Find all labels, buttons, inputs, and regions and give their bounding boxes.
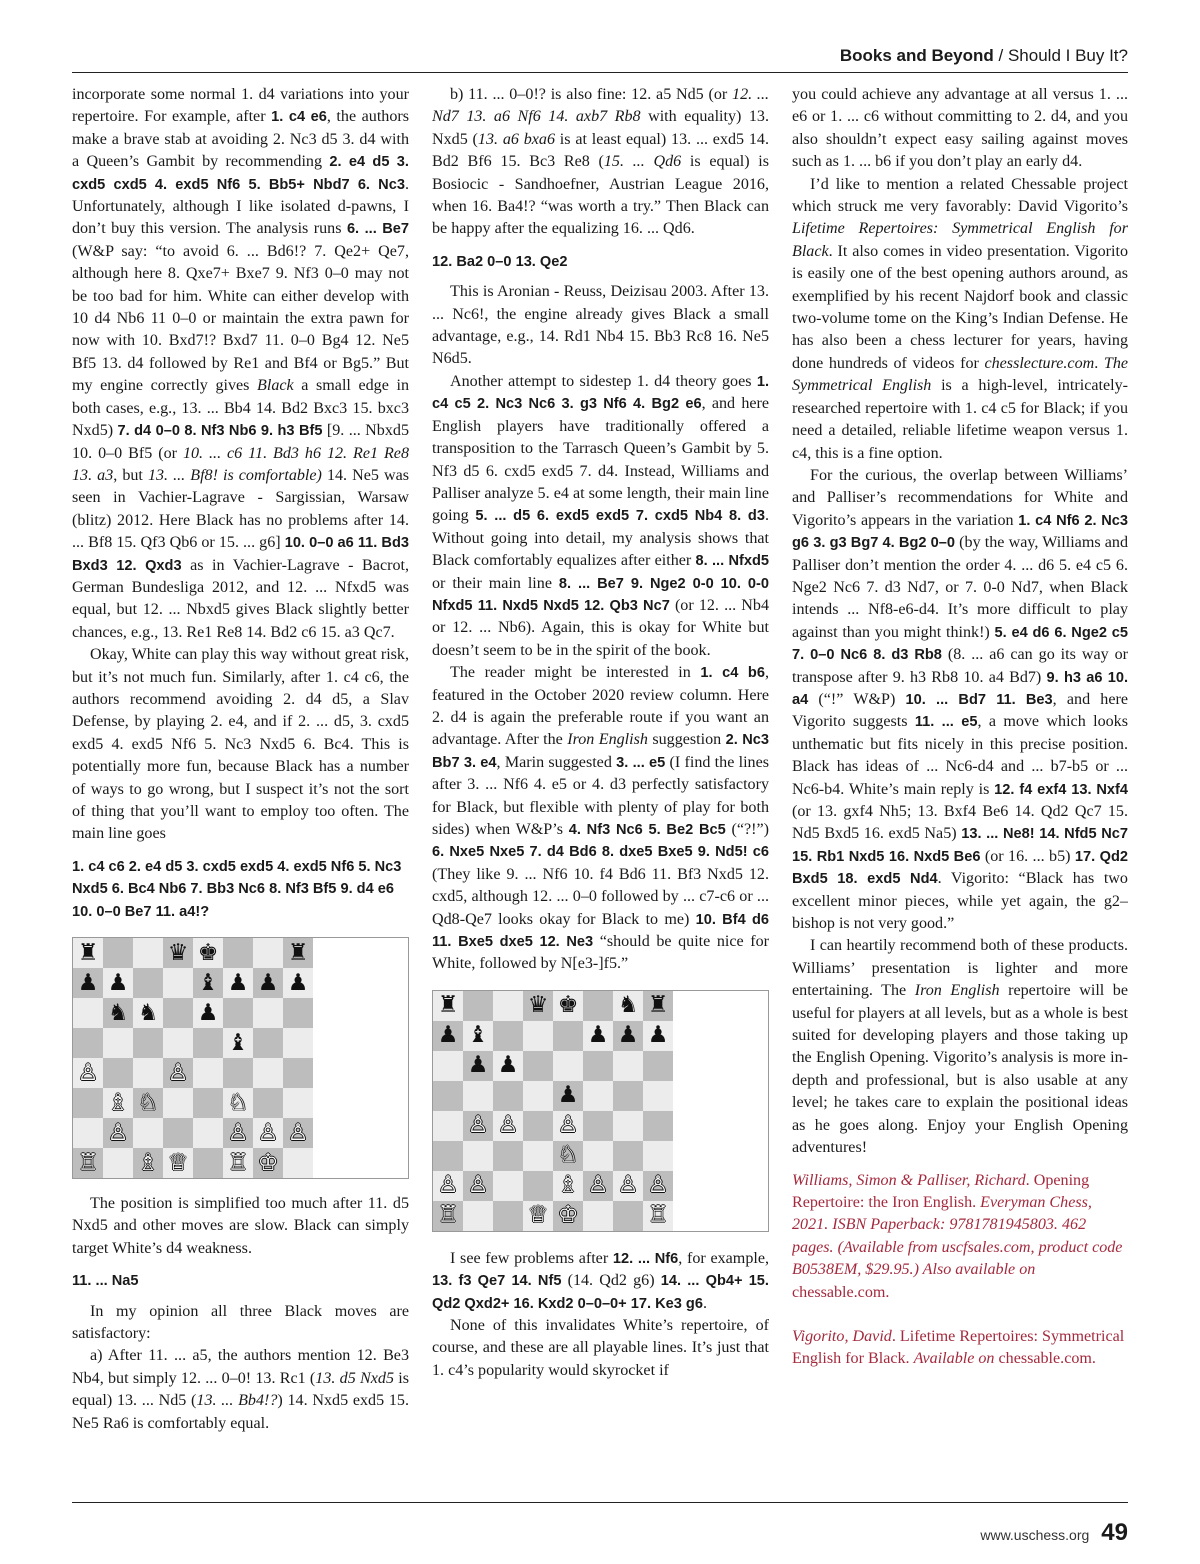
text-run: I’d like to mention a related Chessable project which struck me very favorably: David Vigorito’s [792, 175, 1128, 216]
black-king-icon: ♚ [193, 938, 223, 968]
board-square [583, 1111, 613, 1141]
board-square [613, 1051, 643, 1081]
black-rook-icon: ♜ [433, 991, 463, 1021]
text-run: you could achieve any advantage at all versus 1. ... e6 or 1. ... c6 without committing to 2. d4, and you also shouldn’t expect easy sailing against moves such as 1. ... b6 if you don’t play an early d4. [792, 86, 1128, 171]
board-square [283, 1058, 313, 1088]
board-square [253, 938, 283, 968]
board-square [613, 1081, 643, 1111]
header-separator: / [993, 46, 1008, 65]
text-run: Okay, White can play this way without great risk, but it’s not much fun. Similarly, after 1. c4 c6, the authors recommend avoiding 2. d4 d5, a Slav Defense, by playing 2. e4, and if 2. ... d5, 3. cxd5 exd5 4. exd5 Nf6 5. Nc3 Nxd5 6. Bc4. This is potentially more fun, because Black has a number of ways to go wrong, but I suspect it’s not the sort of thing that you’ll want to employ too often. The main line goes [72, 646, 409, 843]
italic-text: 13. a6 bxa6 [477, 130, 556, 148]
text-run: chessable.com. [792, 1283, 890, 1301]
paragraph [432, 1248, 769, 1315]
text-run: 14. Ne5 was seen in Vachier-Lagrave - Sargissian, Warsaw (blitz) 2012. Here Black has no problems after 14. ... Bf8 15. Qf3 Qb6 or 15. ... g6] [72, 466, 409, 552]
move-notation: 10. ... Bd7 11. Be3 [905, 691, 1053, 708]
board-square [193, 1118, 223, 1148]
move-notation: 17. Qd2 Bxd5 18. exd5 Nd4 [792, 848, 1128, 888]
paragraph [432, 662, 769, 976]
text-run: In my opinion all three Black moves are satisfactory: [72, 1302, 409, 1343]
board-square [163, 998, 193, 1028]
black-pawn-icon: ♟ [463, 1051, 493, 1081]
italic-text: 12. ... Nd7 13. a6 Nf6 14. axb7 Rb8 [432, 86, 769, 126]
text-run: (8. ... a6 can go its way or transpose after 9. h3 Rb8 10. a4 Bd7) [792, 646, 1128, 686]
move-notation: 2. Nc3 Bb7 3. e4 [432, 732, 769, 771]
board-square [643, 1141, 673, 1171]
move-notation: 10. 0–0 a6 11. Bd3 Bxd3 12. Qxd3 [72, 535, 409, 574]
white-pawn-icon: ♙ [73, 1058, 103, 1088]
italic-text: Lifetime Repertoires: Symmetrical English for Black [792, 220, 1128, 260]
text-run: (“!” W&P) [808, 690, 906, 708]
text-run: . [1094, 354, 1104, 372]
black-pawn-icon: ♟ [583, 1021, 613, 1051]
footer-rule [72, 1502, 1128, 1503]
board-square [103, 1028, 133, 1058]
italic-text: Everyman Chess, 2021. ISBN Paperback: 9781781945803. 462 pages. (Available from uscfsales.com, product code B0538EM, $29.95.) Also available on [792, 1193, 1123, 1279]
text-run: chessable.com. [994, 1350, 1096, 1368]
board-square [163, 1118, 193, 1148]
text-run: The reader might be interested in [450, 664, 701, 682]
board-square [583, 1141, 613, 1171]
board-square [523, 1021, 553, 1051]
italic-text: Black [257, 377, 294, 395]
board-square [103, 1148, 133, 1178]
move-notation: 7. d4 0–0 8. Nf3 Nb6 9. h3 Bf5 [117, 423, 323, 440]
move-notation: 6. ... Be7 [346, 221, 409, 238]
board-square [73, 1118, 103, 1148]
board-square [283, 1028, 313, 1058]
board-square [643, 1051, 673, 1081]
text-run: . Vigorito: “Black has two excellent minor pieces, while yet again, the g2–bishop is not very good.” [792, 870, 1128, 933]
board-square [523, 1171, 553, 1201]
white-knight-icon: ♘ [223, 1088, 253, 1118]
white-rook-icon: ♖ [73, 1148, 103, 1178]
text-run: is at least equal) 13. ... exd5 14. Bd2 Bf6 15. Bc3 Re8 ( [432, 130, 769, 171]
text-run: [9. ... Nbxd5 10. 0–0 Bf5 (or [72, 422, 409, 462]
white-pawn-icon: ♙ [493, 1111, 523, 1141]
black-queen-icon: ♛ [523, 991, 553, 1021]
board-square [73, 998, 103, 1028]
move-notation: 8. ... Be7 9. Nge2 0-0 10. 0-0 Nfxd5 11. Nxd5 Nxd5 12. Qb3 Nc7 [432, 575, 769, 614]
text-run: (14. Qd2 g6) [561, 1272, 661, 1290]
paragraph [432, 84, 769, 241]
paragraph [792, 84, 1128, 174]
white-pawn-icon: ♙ [433, 1171, 463, 1201]
white-pawn-icon: ♙ [583, 1171, 613, 1201]
move-notation: 8. ... Nfxd5 [695, 553, 769, 570]
italic-text: Available on [913, 1350, 995, 1368]
text-run: (They like 9. ... Nf6 10. f4 Bd6 11. Bf3 Nxd5 12. cxd5, although 12. ... 0–0 followed by ... c7-c6 or ... Qd8-Qe7 looks okay for Black to me) [432, 865, 769, 928]
move-notation: 4. Nf3 Nc6 5. Be2 Bc5 [568, 822, 726, 838]
italic-text: 13. ... Bb4!? [196, 1392, 278, 1410]
move-notation: 1. c4 Nf6 2. Nc3 g6 3. g3 Bg7 4. Bg2 0–0 [792, 512, 1128, 552]
board-square [223, 938, 253, 968]
white-pawn-icon: ♙ [103, 1118, 133, 1148]
board-square [523, 1081, 553, 1111]
move-notation: 2. e4 d5 3. cxd5 cxd5 4. exd5 Nf6 5. Bb5+ Nbd7 6. Nc3 [72, 154, 409, 193]
text-run: I can heartily recommend both of these products. Williams’ presentation is lighter and more entertaining. The [792, 937, 1128, 1000]
text-run: . It also comes in video presentation. Vigorito is easily one of the best opening authors around, as exemplified by his recent Najdorf book and classic two-volume tome on the King’s Indian Defense. He has also been a chess lecturer for years, having done hundreds of videos for [792, 242, 1128, 372]
white-pawn-icon: ♙ [463, 1171, 493, 1201]
paragraph [432, 371, 769, 662]
board-square [523, 1051, 553, 1081]
black-pawn-icon: ♟ [643, 1021, 673, 1051]
paragraph [72, 84, 409, 644]
text-run: (I find the lines after 3. ... Nf6 4. e5 or 4. d3 perfectly satisfactory for Black, but flexible with plenty of play for both sides) when W&P’s [432, 753, 769, 838]
white-knight-icon: ♘ [133, 1088, 163, 1118]
move-notation: 5. e4 d6 6. Nge2 c5 7. 0–0 Nc6 8. d3 Rb8 [792, 624, 1128, 664]
text-run: or their main line [432, 574, 559, 592]
text-run: None of this invalidates White’s repertoire, of course, and these are all playable lines. It’s just that 1. c4’s popularity would skyrocket if [432, 1317, 769, 1379]
board-square [433, 1051, 463, 1081]
board-square [613, 1141, 643, 1171]
board-square [283, 1148, 313, 1178]
white-queen-icon: ♕ [163, 1148, 193, 1178]
text-run: (or 12. ... Nb4 or 12. ... Nb6). Again, this is okay for White but doesn’t seem to be in the spirit of the book. [432, 596, 769, 659]
board-square [283, 998, 313, 1028]
move-notation: 12. f4 exf4 13. Nxf4 [994, 781, 1128, 798]
white-pawn-icon: ♙ [643, 1171, 673, 1201]
black-knight-icon: ♞ [613, 991, 643, 1021]
footer-site: www.uschess.org [980, 1527, 1090, 1543]
move-notation: 13. ... Ne8! 14. Nfd5 Nc7 15. Rb1 Nxd5 16. Nxd5 Be6 [792, 826, 1128, 865]
black-pawn-icon: ♟ [253, 968, 283, 998]
board-square [553, 1021, 583, 1051]
text-run: a) After 11. ... a5, the authors mention 12. Be3 Nb4, but simply 12. ... 0–0! 13. Rc1 ( [72, 1347, 409, 1387]
black-pawn-icon: ♟ [433, 1021, 463, 1051]
paragraph [72, 644, 409, 846]
board-square [133, 1058, 163, 1088]
board-square [463, 1081, 493, 1111]
white-knight-icon: ♘ [553, 1141, 583, 1171]
board-square [133, 968, 163, 998]
board-square [493, 1021, 523, 1051]
board-square [493, 1141, 523, 1171]
text-run: , for example, [678, 1249, 769, 1267]
black-rook-icon: ♜ [283, 938, 313, 968]
board-square [583, 1051, 613, 1081]
book-reference [792, 1326, 1128, 1371]
board-square [463, 1141, 493, 1171]
board-square [463, 991, 493, 1021]
black-pawn-icon: ♟ [73, 968, 103, 998]
chess-diagram [72, 937, 409, 1179]
italic-text: Williams, Simon & Palliser, Richard [792, 1171, 1026, 1189]
italic-text: Iron English [567, 731, 648, 749]
text-run: suggestion [647, 731, 726, 749]
text-run: , and here English players have traditionally offered a transposition to the Tarrasch Queen’s Gambit by 5. Nf3 d5 6. cxd5 exd5 7. d4. Instead, Williams and Palliser analyze 5. e4 at some length, their main line going [432, 395, 769, 525]
text-run: . Without going into detail, my analysis shows that Black comfortably equalizes after either [432, 507, 769, 570]
board-square [253, 998, 283, 1028]
black-queen-icon: ♛ [163, 938, 193, 968]
board-square [493, 1081, 523, 1111]
board-square [223, 1058, 253, 1088]
header-section: Books and Beyond [839, 46, 994, 65]
black-pawn-icon: ♟ [193, 998, 223, 1028]
board-square [223, 998, 253, 1028]
board-square [73, 1028, 103, 1058]
black-king-icon: ♚ [553, 991, 583, 1021]
white-pawn-icon: ♙ [553, 1111, 583, 1141]
board-square [463, 1201, 493, 1231]
text-run: (W&P say: “to avoid 6. ... Bd6!? 7. Qe2+ Qe7, although here 8. Qxe7+ Bxe7 9. Nf3 0–0 may not be too bad for him. White can either develop with 10 d4 Nb6 11 0–0 or maintain the extra pawn for now with 10. Bxd7!? Bxd7 11. 0–0 Bg4 12. Ne5 Bf5 13. d4 followed by Re1 and Bf4 or Bg5.” But my engine correctly gives [72, 242, 409, 395]
black-bishop-icon: ♝ [463, 1021, 493, 1051]
running-header [840, 46, 1128, 66]
text-run: (or 16. ... b5) [980, 847, 1075, 865]
board-square [583, 1201, 613, 1231]
black-pawn-icon: ♟ [613, 1021, 643, 1051]
white-rook-icon: ♖ [643, 1201, 673, 1231]
move-notation: 14. ... Qb4+ 15. Qd2 Qxd2+ 16. Kxd2 0–0–0+ 17. Ke3 g6 [432, 1273, 769, 1312]
board-square [433, 1081, 463, 1111]
text-run: ) 14. Nxd5 exd5 15. Ne5 Ra6 is comfortably equal. [72, 1392, 409, 1432]
page-number: 49 [1101, 1519, 1128, 1546]
text-run: , but [113, 466, 148, 484]
italic-text: 13. d5 Nxd5 [315, 1369, 394, 1387]
board-square [193, 1088, 223, 1118]
italic-text: The Symmetrical English [792, 354, 1128, 395]
text-run: “should be quite nice for White, followed by N[e3-]f5.” [432, 933, 769, 973]
white-pawn-icon: ♙ [163, 1058, 193, 1088]
text-run: This is Aronian - Reuss, Deizisau 2003. After 13. ... Nc6!, the engine already gives Black a small advantage, e.g., 14. Rd1 Nb4 15. Bb3 Rc8 16. Ne5 N6d5. [432, 283, 769, 368]
board-square [523, 1141, 553, 1171]
paragraph [792, 465, 1128, 936]
text-run: . Unfortunately, although I like isolated d-pawns, I don’t buy this version. The analysis runs [72, 175, 409, 238]
black-bishop-icon: ♝ [223, 1028, 253, 1058]
board-square [193, 1058, 223, 1088]
italic-text: Vigorito, David [792, 1327, 892, 1345]
board-square [193, 1028, 223, 1058]
text-run: is a high-level, intricately-researched repertoire with 1. c4 c5 for Black; if you need a detailed, reliable lifetime weapon versus 1. c4, this is a fine option. [792, 377, 1128, 462]
board-square [133, 1028, 163, 1058]
black-pawn-icon: ♟ [493, 1051, 523, 1081]
black-knight-icon: ♞ [133, 998, 163, 1028]
black-pawn-icon: ♟ [283, 968, 313, 998]
header-rule [72, 72, 1128, 73]
text-run: incorporate some normal 1. d4 variations into your repertoire. For example, after [72, 86, 409, 126]
text-run: a small edge in both cases, e.g., 13. ... Bb4 14. Bd2 Bxc3 15. bxc3 Nxd5) [72, 377, 409, 440]
text-run: repertoire will be useful for players at all levels, but as a whole is best suited for developing players and those taking up the English Opening. Vigorito’s analysis is more in-depth and professional, but is also usable at any level; he takes care to explain the positional ideas as he goes along. Enjoy your English Opening adventures! [792, 982, 1128, 1157]
white-bishop-icon: ♗ [553, 1171, 583, 1201]
text-run: . Lifetime Repertoires: Symmetrical English for Black. [792, 1327, 1125, 1368]
paragraph [432, 1315, 769, 1382]
text-run: , the authors make a brave stab at avoiding 2. Nc3 d5 3. d4 with a Queen’s Gambit by recommending [72, 108, 409, 171]
move-notation: 13. f3 Qe7 14. Nf5 [432, 1273, 562, 1290]
board-square [643, 1081, 673, 1111]
black-pawn-icon: ♟ [553, 1081, 583, 1111]
italic-text: 13. ... Bf8! is comfortable) [147, 466, 322, 484]
move-line: 1. c4 c6 2. e4 d5 3. cxd5 exd5 4. exd5 Nf6 5. Nc3 Nxd5 6. Bc4 Nb6 7. Bb3 Nc6 8. Nf3 Bf5 9. d4 e6 10. 0–0 Be7 11. a4!? [72, 858, 402, 920]
white-pawn-icon: ♙ [463, 1111, 493, 1141]
black-bishop-icon: ♝ [193, 968, 223, 998]
board-square [643, 1111, 673, 1141]
italic-text: Iron English [914, 982, 1000, 1000]
board-square [133, 1118, 163, 1148]
paragraph [72, 1193, 409, 1260]
move-notation: 6. Nxe5 Nxe5 7. d4 Bd6 8. dxe5 Bxe5 9. Nd5! c6 [432, 844, 769, 861]
text-run: (or 13. gxf4 Nh5; 13. Bxf4 Be6 14. Qd2 Qc7 15. Nd5 Bxd5 16. exd5 Na5) [792, 803, 1128, 843]
board-square [613, 1111, 643, 1141]
move-notation: 1. c4 e6 [271, 109, 327, 126]
white-rook-icon: ♖ [223, 1148, 253, 1178]
white-king-icon: ♔ [253, 1148, 283, 1178]
paragraph [792, 935, 1128, 1159]
text-run: I see few problems after [450, 1249, 613, 1267]
white-bishop-icon: ♗ [103, 1088, 133, 1118]
move-notation: 9. h3 a6 10. a4 [792, 669, 1128, 708]
paragraph [432, 281, 769, 371]
text-run: as in Vachier-Lagrave - Bacrot, German Bundesliga 2012, and 12. ... Nfxd5 was equal, but 12. ... Nbxd5 gives Black slightly better chances, e.g., 13. Re1 Re8 14. Bd2 c6 15. a3 Qc7. [72, 556, 409, 641]
board-square [583, 991, 613, 1021]
text-run: , a move which looks unthematic but fits nicely in this precise position. Black has ideas of ... Nc6-d4 and ... b7-b5 or ... Nc6-b4. White’s main reply is [792, 713, 1128, 798]
white-king-icon: ♔ [553, 1201, 583, 1231]
board-square [103, 938, 133, 968]
move-line: 11. ... Na5 [72, 1273, 139, 1290]
board-square [163, 1028, 193, 1058]
black-pawn-icon: ♟ [223, 968, 253, 998]
white-bishop-icon: ♗ [133, 1148, 163, 1178]
text-run: , and here Vigorito suggests [792, 690, 1128, 731]
board-square [583, 1081, 613, 1111]
text-run: . [702, 1294, 707, 1312]
paragraph [72, 1345, 409, 1435]
text-run: b) 11. ... 0–0!? is also fine: 12. a5 Nd5 (or [450, 86, 733, 103]
board-square [283, 1088, 313, 1118]
white-queen-icon: ♕ [523, 1201, 553, 1231]
move-notation: 12. ... Nf6 [612, 1250, 679, 1267]
text-run: (by the way, Williams and Palliser don’t mention the order 4. ... d6 5. e4 c5 6. Nge2 Nc6 7. d3 Nd7, or 7. 0-0 Nd7, when Black intends ... Nf8-e6-d4. It’s more difficult to play against than you might think!) [792, 534, 1128, 641]
board-square [433, 1141, 463, 1171]
board-square [73, 1088, 103, 1118]
text-run: , Marin suggested [496, 753, 617, 771]
column-2 [432, 84, 769, 1494]
text-run: . Opening Repertoire: the Iron English. [792, 1171, 1090, 1211]
board-square [103, 1058, 133, 1088]
board-square [133, 938, 163, 968]
text-run: with equality) 13. Nxd5 ( [432, 108, 769, 148]
text-run: is equal) 13. ... Nd5 ( [72, 1369, 409, 1410]
paragraph [72, 1301, 409, 1346]
black-pawn-icon: ♟ [103, 968, 133, 998]
board-square [493, 1171, 523, 1201]
move-notation: 1. c4 c5 2. Nc3 Nc6 3. g3 Nf6 4. Bg2 e6 [432, 373, 769, 413]
board-square [493, 1201, 523, 1231]
text-run: is equal) is Bosiocic - Sandhoefner, Austrian League 2016, when 16. Ba4!? “was worth a try.” Then Black can be happy after the equalizing 16. ... Qd6. [432, 153, 769, 238]
move-notation: 5. ... d5 6. exd5 exd5 7. cxd5 Nb4 8. d3 [475, 508, 765, 525]
move-notation: 11. ... e5 [914, 714, 978, 731]
board-square [163, 1088, 193, 1118]
black-knight-icon: ♞ [103, 998, 133, 1028]
column-1 [72, 84, 409, 1494]
black-rook-icon: ♜ [73, 938, 103, 968]
move-notation: 10. Bf4 d6 11. Bxe5 dxe5 12. Ne3 [432, 911, 769, 951]
text-run: Another attempt to sidestep 1. d4 theory goes [450, 372, 757, 390]
white-pawn-icon: ♙ [283, 1118, 313, 1148]
move-line: 12. Ba2 0–0 13. Qe2 [432, 253, 568, 270]
board-square [523, 1111, 553, 1141]
text-run: For the curious, the overlap between Williams’ and Palliser’s recommendations for White and Vigorito’s appears in the variation [792, 466, 1128, 529]
white-pawn-icon: ♙ [613, 1171, 643, 1201]
board-square [433, 1111, 463, 1141]
board-square [253, 1058, 283, 1088]
text-run: The position is simplified too much after 11. d5 Nxd5 and other moves are slow. Black can simply target White’s d4 weakness. [72, 1195, 409, 1257]
italic-text: 15. ... Qd6 [603, 153, 682, 171]
white-pawn-icon: ♙ [223, 1118, 253, 1148]
black-rook-icon: ♜ [643, 991, 673, 1021]
white-pawn-icon: ♙ [253, 1118, 283, 1148]
move-notation: 3. ... e5 [616, 754, 666, 771]
board-square [493, 991, 523, 1021]
board-square [253, 1088, 283, 1118]
board-square [193, 1148, 223, 1178]
book-reference [792, 1170, 1128, 1304]
column-3 [792, 84, 1128, 1494]
text-run: (“?!”) [725, 821, 769, 838]
move-notation: 1. c4 b6 [700, 665, 765, 682]
chess-diagram [432, 990, 769, 1232]
italic-text: 10. ... c6 11. Bd3 h6 12. Re1 Re8 13. a3 [72, 444, 409, 484]
board-square [553, 1051, 583, 1081]
page-footer [980, 1519, 1128, 1547]
board-square [613, 1201, 643, 1231]
board-square [253, 1028, 283, 1058]
italic-text: chesslecture.com [984, 354, 1095, 372]
board-square [163, 968, 193, 998]
paragraph [792, 174, 1128, 465]
header-subtitle: Should I Buy It? [1007, 46, 1128, 65]
text-run: , featured in the October 2020 review column. Here 2. d4 is again the preferable route if you want an advantage. After the [432, 664, 769, 749]
white-rook-icon: ♖ [433, 1201, 463, 1231]
